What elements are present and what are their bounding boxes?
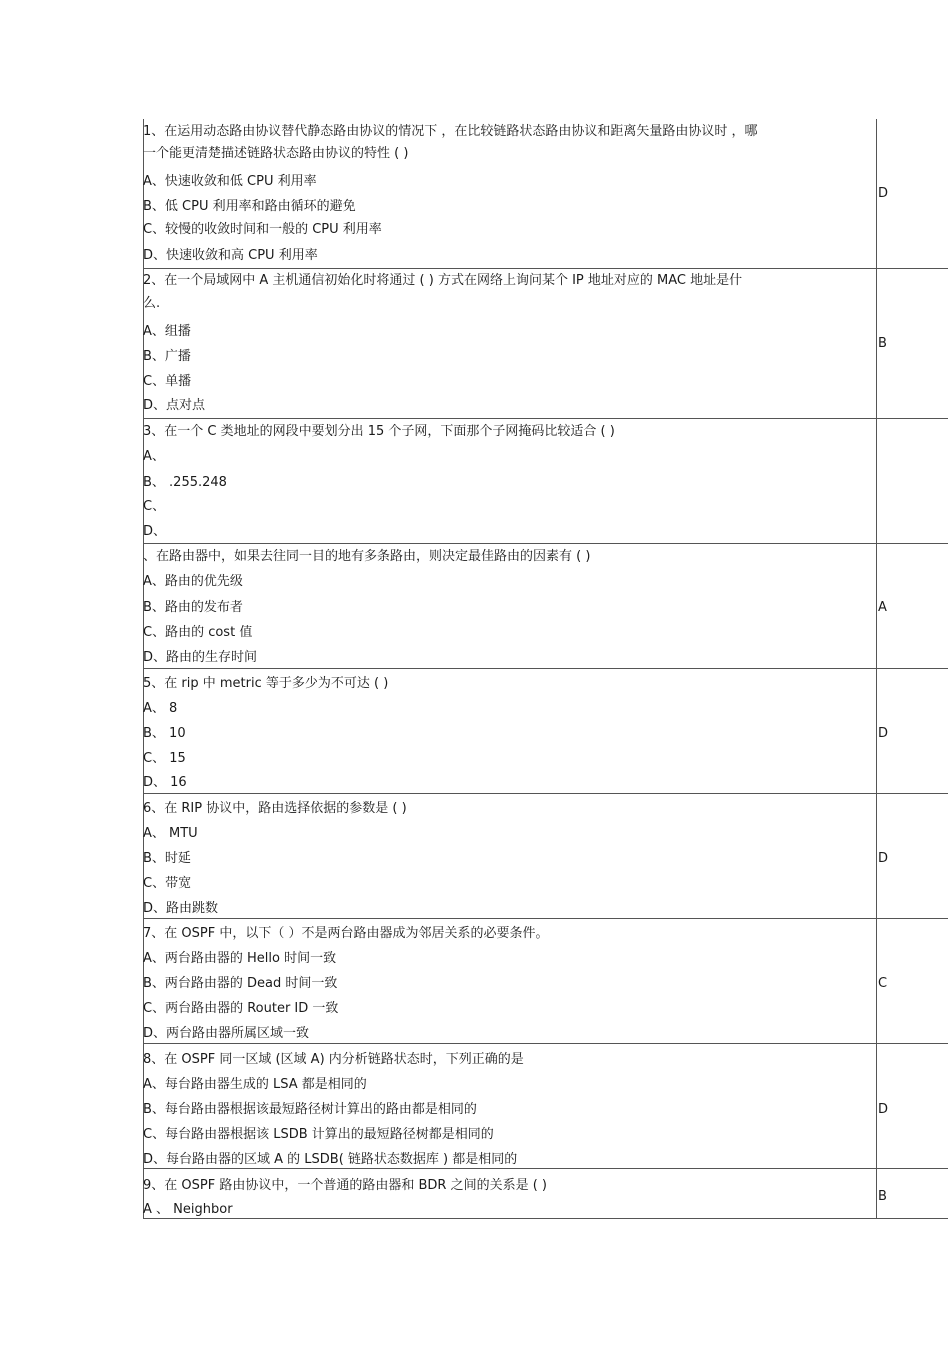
option-text: D、点对点 — [143, 398, 206, 413]
question-text: 2、在一个局域网中 A 主机通信初始化时将通过 ( ) 方式在网络上询问某个 IP 地址对应的 MAC 地址是什 — [143, 273, 743, 288]
question-text: 1、在运用动态路由协议替代静态路由协议的情况下 ，在比较链路状态路由协议和距离矢量路由协议时 ，哪 — [143, 124, 758, 139]
option-text: 么. — [143, 296, 161, 311]
option-text: A、 — [143, 449, 165, 464]
option-text: C、 — [143, 499, 166, 514]
answer-key: D — [878, 851, 889, 866]
option-text: B、路由的发布者 — [143, 600, 243, 615]
question-text: 9、在 OSPF 路由协议中，一个普通的路由器和 BDR 之间的关系是 ( ) — [143, 1178, 547, 1193]
option-text: A、路由的优先级 — [143, 574, 243, 589]
question-text: 5、在 rip 中 metric 等于多少为不可达 ( ) — [143, 676, 389, 691]
option-text: B、两台路由器的 Dead 时间一致 — [143, 976, 338, 991]
question-text: 6、在 RIP 协议中，路由选择依据的参数是 ( ) — [143, 801, 407, 816]
option-text: D、 16 — [143, 775, 187, 790]
option-text: B、 10 — [143, 726, 186, 741]
option-text: B、低 CPU 利用率和路由循环的避免 — [143, 199, 356, 214]
option-text: C、 15 — [143, 751, 186, 766]
answer-key: A — [878, 600, 887, 615]
option-text: D、两台路由器所属区域一致 — [143, 1026, 310, 1041]
option-text: A 、 Neighbor — [143, 1202, 233, 1217]
option-text: C、两台路由器的 Router ID 一致 — [143, 1001, 339, 1016]
option-text: B、时延 — [143, 851, 191, 866]
option-text: A、两台路由器的 Hello 时间一致 — [143, 951, 337, 966]
option-text: D、 — [143, 524, 167, 539]
question-text: 、在路由器中，如果去往同一目的地有多条路由，则决定最佳路由的因素有 ( ) — [143, 549, 591, 564]
table-bottom-border — [143, 1218, 948, 1219]
row-divider — [143, 1168, 948, 1169]
row-divider — [143, 918, 948, 919]
answer-key: D — [878, 726, 889, 741]
option-text: C、带宽 — [143, 876, 192, 891]
option-text: D、路由跳数 — [143, 901, 219, 916]
option-text: 一个能更清楚描述链路状态路由协议的特性 ( ) — [143, 146, 409, 161]
option-text: D、每台路由器的区域 A 的 LSDB( 链路状态数据库 ) 都是相同的 — [143, 1152, 518, 1167]
question-text: 8、在 OSPF 同一区域 (区域 A) 内分析链路状态时，下列正确的是 — [143, 1052, 524, 1067]
option-text: C、每台路由器根据该 LSDB 计算出的最短路径树都是相同的 — [143, 1127, 494, 1142]
answer-key: D — [878, 1102, 889, 1117]
row-divider — [143, 268, 948, 269]
row-divider — [143, 668, 948, 669]
option-text: C、较慢的收敛时间和一般的 CPU 利用率 — [143, 222, 382, 237]
answer-key: D — [878, 186, 889, 201]
option-text: D、快速收敛和高 CPU 利用率 — [143, 248, 318, 263]
option-text: B、广播 — [143, 349, 191, 364]
option-text: A、每台路由器生成的 LSA 都是相同的 — [143, 1077, 367, 1092]
question-text: 3、在一个 C 类地址的网段中要划分出 15 个子网，下面那个子网掩码比较适合 ( ) — [143, 424, 615, 439]
row-divider — [143, 543, 948, 544]
answer-key: B — [878, 1189, 887, 1204]
option-text: A、组播 — [143, 324, 191, 339]
question-text: 7、在 OSPF 中，以下（ ）不是两台路由器成为邻居关系的必要条件。 — [143, 926, 549, 941]
row-divider — [143, 793, 948, 794]
row-divider — [143, 1043, 948, 1044]
option-text: B、每台路由器根据该最短路径树计算出的路由都是相同的 — [143, 1102, 477, 1117]
option-text: C、单播 — [143, 374, 192, 389]
answer-key: C — [878, 976, 888, 991]
answer-key: B — [878, 336, 887, 351]
option-text: D、路由的生存时间 — [143, 650, 258, 665]
option-text: A、 8 — [143, 701, 178, 716]
option-text: B、 .255.248 — [143, 475, 227, 490]
row-divider — [143, 418, 948, 419]
option-text: A、快速收敛和低 CPU 利用率 — [143, 174, 317, 189]
option-text: C、路由的 cost 值 — [143, 625, 253, 640]
option-text: A、 MTU — [143, 826, 198, 841]
